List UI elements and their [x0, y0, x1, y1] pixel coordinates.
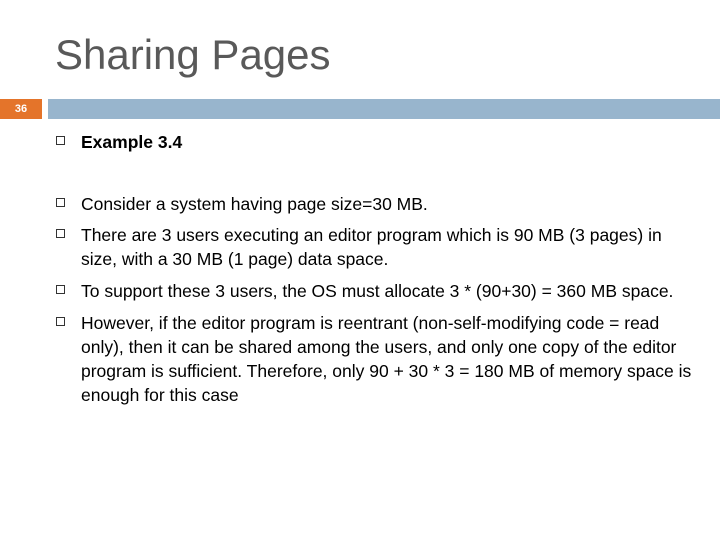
bullet-item — [56, 130, 696, 154]
bullet-text: However, if the editor program is reentrant (non-self-modifying code = read only), then it can be shared among the users, and only one copy of the editor program is sufficient. Therefore, only 90 + 30 * 3 = 180 MB of memory space is enough for this case — [81, 313, 692, 405]
bullet-item — [56, 192, 696, 216]
bullet-text: Example 3.4 — [81, 132, 183, 152]
square-bullet-icon — [56, 317, 65, 326]
bullet-text: To support these 3 users, the OS must allocate 3 * (90+30) = 360 MB space. — [81, 281, 674, 301]
square-bullet-icon — [56, 198, 65, 207]
bullet-item — [56, 279, 696, 303]
page-number: 36 — [0, 99, 42, 119]
bullet-text: There are 3 users executing an editor program which is 90 MB (3 pages) in size, with a 30 MB (1 page) data space. — [81, 225, 662, 269]
bullet-item — [56, 311, 696, 407]
bullet-list — [56, 130, 696, 407]
title-divider-bar — [48, 99, 720, 119]
square-bullet-icon — [56, 136, 65, 145]
square-bullet-icon — [56, 285, 65, 294]
bullet-text: Consider a system having page size=30 MB. — [81, 194, 428, 214]
square-bullet-icon — [56, 229, 65, 238]
bullet-item — [56, 223, 696, 271]
slide-title: Sharing Pages — [55, 31, 331, 78]
